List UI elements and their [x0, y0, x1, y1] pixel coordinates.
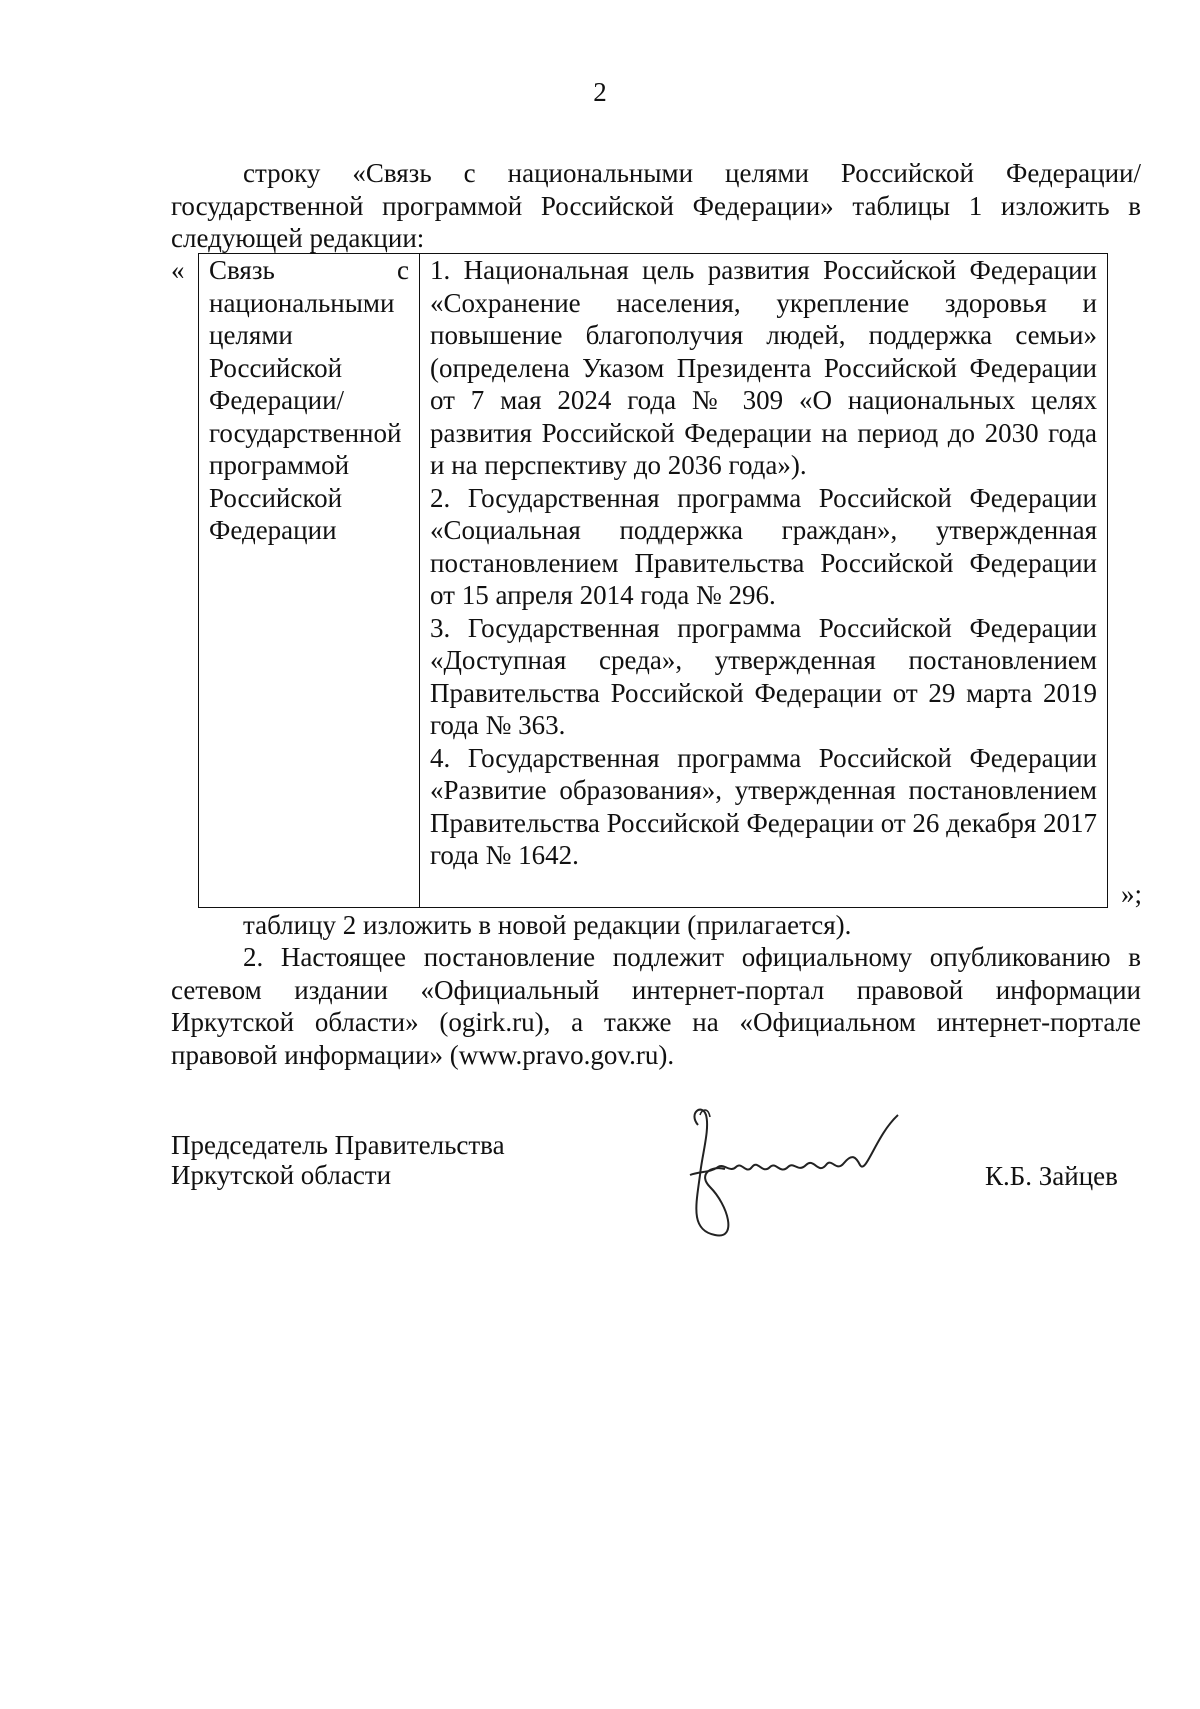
signatory-title [171, 1130, 505, 1190]
after-table-paragraph: таблицу 2 изложить в новой редакции (прилагается). [243, 910, 852, 940]
signatory-title-line1: Председатель Правительства [171, 1130, 505, 1160]
label-first-word: Связь [209, 255, 275, 285]
signatory-name: К.Б. Зайцев [985, 1161, 1118, 1191]
table-content-cell [420, 254, 1108, 908]
list-item: 4. Государственная программа Российской Федерации «Развитие образования», утвержденная постановлением Правительства Российской Федерации от 26 декабря 2017 года № 1642. [430, 742, 1097, 870]
table-label-cell [199, 254, 420, 908]
page-number: 2 [593, 77, 607, 107]
amendment-table [198, 253, 1108, 908]
table-row [199, 254, 1108, 908]
list-item: 3. Государственная программа Российской Федерации «Доступная среда», утвержденная постановлением Правительства Российской Федерации от 29 марта 2019 года № 363. [430, 612, 1097, 740]
list-item: 1. Национальная цель развития Российской Федерации «Сохранение населения, укрепление здоровья и повышение благополучия людей, поддержка семьи» (определена Указом Президента Российской Федерации от 7 мая 2024 года № 309 «О национальных целях развития Российской Федерации на период до 2030 года и на перспективу до 2036 года»). [430, 255, 1097, 480]
label-first-line [209, 254, 409, 287]
closing-quote: »; [1121, 879, 1143, 909]
handwritten-signature [680, 1095, 940, 1245]
signatory-title-line2: Иркутской области [171, 1160, 392, 1190]
label-rest: национальными целями Российской Федерации/ государственной программой Российской Федерации [209, 287, 402, 545]
label-first-preposition: с [397, 255, 409, 285]
intro-paragraph: строку «Связь с национальными целями Российской Федерации/государственной программой Российской Федерации» таблицы 1 изложить в следующей редакции: [171, 158, 1141, 253]
list-item: 2. Государственная программа Российской Федерации «Социальная поддержка граждан», утвержденная постановлением Правительства Российской Федерации от 15 апреля 2014 года № 296. [430, 482, 1097, 610]
opening-quote: « [171, 255, 185, 285]
publication-paragraph: 2. Настоящее постановление подлежит официальному опубликованию в сетевом издании «Официальный интернет-портал правовой информации Иркутской области» (ogirk.ru), а также на «Официальном интернет-портале правовой информации» (www.pravo.gov.ru). [171, 942, 1141, 1070]
